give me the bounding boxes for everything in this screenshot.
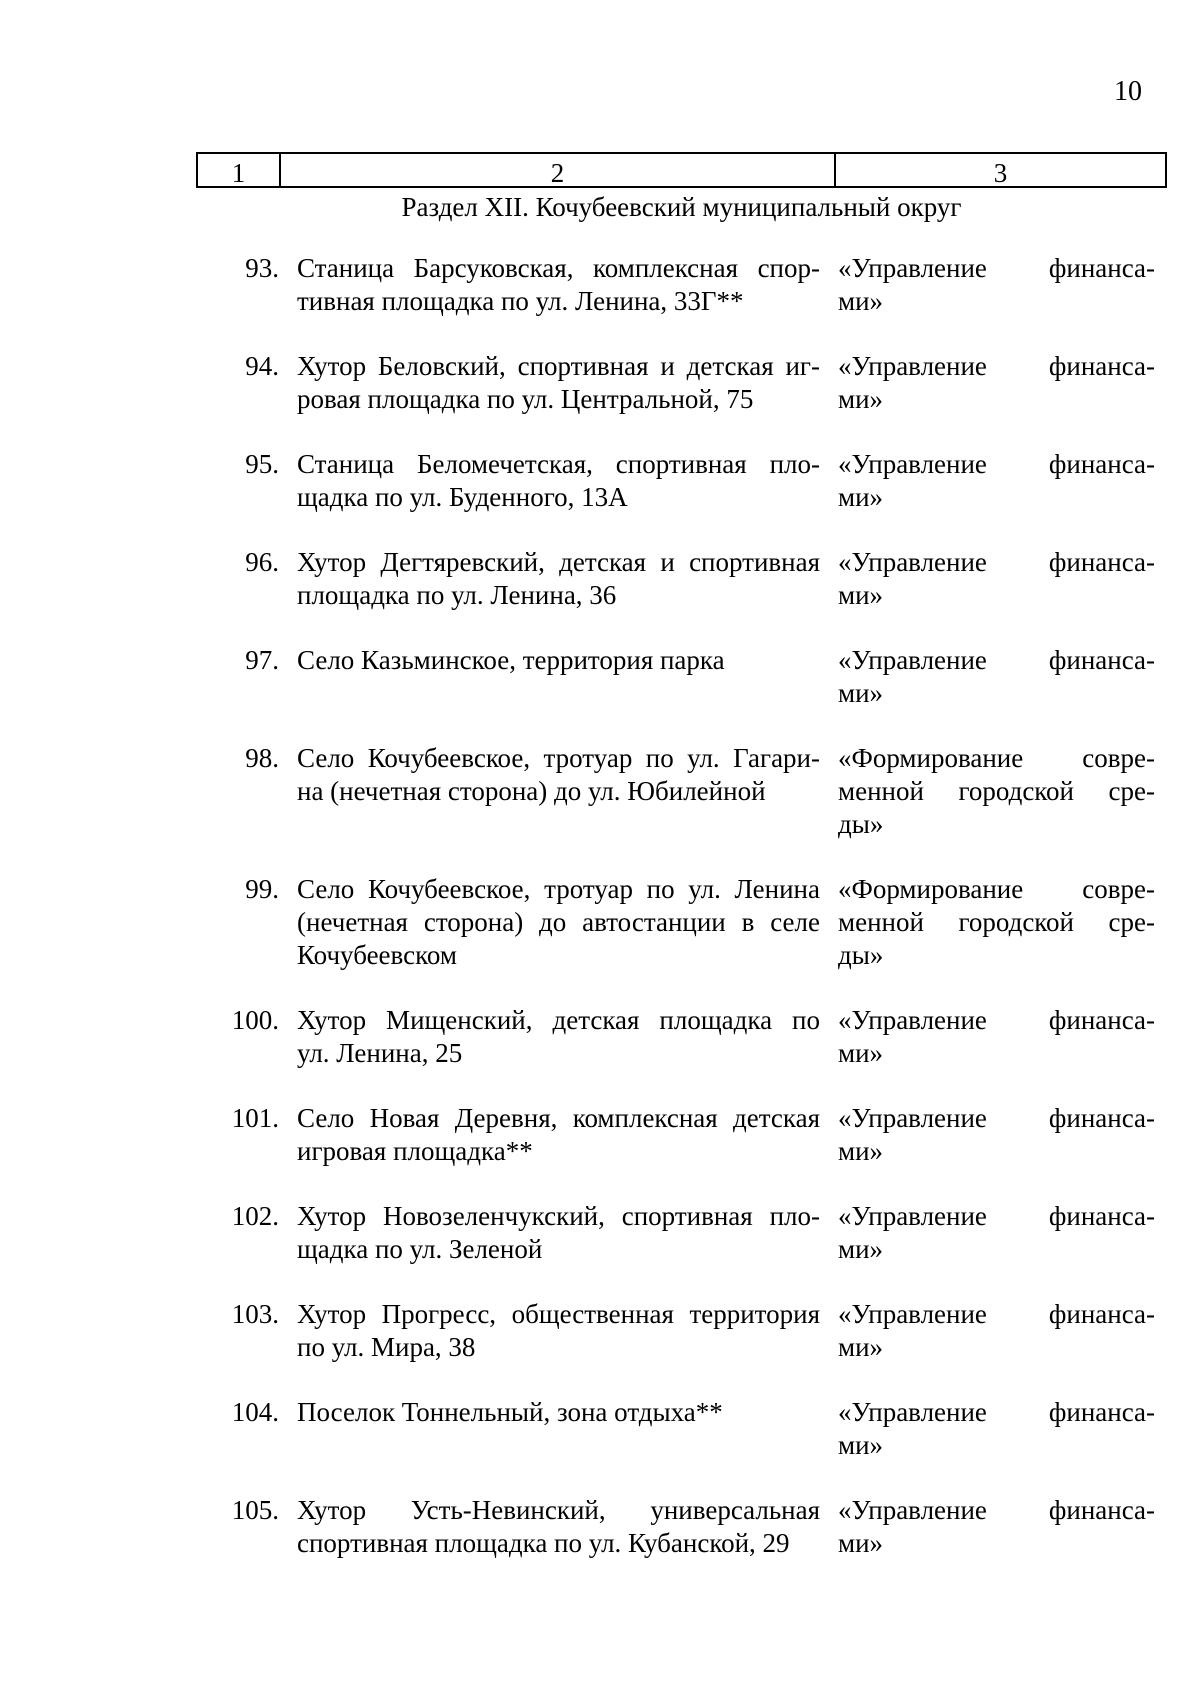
- row-program: [834, 1102, 1167, 1168]
- row-number: 103.: [231, 1299, 279, 1329]
- program-text-line: менной городской сре-: [838, 907, 1155, 937]
- program-text-line: ми»: [838, 1038, 884, 1068]
- row-object-description: [279, 1298, 834, 1364]
- object-text-line: Село Казьминское, территория парка: [297, 645, 725, 675]
- table-row: [196, 546, 1167, 612]
- program-text-line: «Управление финанса-: [838, 1299, 1155, 1329]
- program-text-line: ми»: [838, 384, 884, 414]
- program-text-line: «Формирование совре-: [838, 874, 1155, 904]
- object-text-line: (нечетная сторона) до автостанции в селе: [297, 907, 820, 937]
- object-text-line: Хутор Прогресс, общественная территория: [297, 1299, 820, 1329]
- table-row: [196, 252, 1167, 318]
- program-text-line: менной городской сре-: [838, 776, 1155, 806]
- program-text-line: ды»: [838, 809, 884, 839]
- row-object-description: [279, 1102, 834, 1168]
- object-text-line: Село Кочубеевское, тротуар по ул. Ленина: [297, 874, 820, 904]
- program-text-line: «Управление финанса-: [838, 1495, 1155, 1525]
- row-number: 96.: [245, 547, 279, 577]
- row-number: 93.: [245, 253, 279, 283]
- table-row: [196, 1396, 1167, 1462]
- row-number: 101.: [231, 1103, 279, 1133]
- object-text-line: щадка по ул. Зеленой: [297, 1234, 543, 1264]
- object-text-line: Станица Беломечетская, спортивная пло-: [297, 449, 820, 479]
- object-text-line: Село Кочубеевское, тротуар по ул. Гагари-: [297, 743, 820, 773]
- object-text-line: игровая площадка**: [297, 1136, 533, 1166]
- object-text-line: тивная площадка по ул. Ленина, 33Г**: [297, 286, 744, 316]
- row-object-description: [279, 742, 834, 841]
- program-text-line: «Управление финанса-: [838, 1397, 1155, 1427]
- object-text-line: Кочубеевском: [297, 940, 457, 970]
- row-program: [834, 644, 1167, 710]
- table-row: [196, 1494, 1167, 1560]
- object-text-line: ул. Ленина, 25: [297, 1038, 463, 1068]
- program-text-line: «Управление финанса-: [838, 449, 1155, 479]
- object-text-line: Хутор Беловский, спортивная и детская иг-: [297, 351, 820, 381]
- row-number: 94.: [245, 351, 279, 381]
- program-text-line: «Управление финанса-: [838, 253, 1155, 283]
- row-object-description: [279, 350, 834, 416]
- column-header-3: 3: [993, 157, 1008, 188]
- row-number: 95.: [245, 449, 279, 479]
- table-row: [196, 644, 1167, 710]
- row-program: [834, 448, 1167, 514]
- table-row: [196, 873, 1167, 972]
- section-title: Раздел XII. Кочубеевский муниципальный округ: [401, 192, 962, 222]
- table-row: [196, 1102, 1167, 1168]
- table-row: [196, 742, 1167, 841]
- row-program: [834, 1298, 1167, 1364]
- row-program: [834, 1004, 1167, 1070]
- program-text-line: «Управление финанса-: [838, 1005, 1155, 1035]
- row-object-description: [279, 873, 834, 972]
- column-header-2: 2: [281, 154, 836, 186]
- program-text-line: ми»: [838, 1528, 884, 1558]
- program-text-line: ми»: [838, 1136, 884, 1166]
- object-text-line: по ул. Мира, 38: [297, 1332, 476, 1362]
- row-number: 104.: [231, 1397, 279, 1427]
- row-program: [834, 1494, 1167, 1560]
- object-text-line: Поселок Тоннельный, зона отдыха**: [297, 1397, 723, 1427]
- object-text-line: Хутор Мищенский, детская площадка по: [297, 1005, 820, 1035]
- row-program: [834, 873, 1167, 972]
- program-text-line: «Управление финанса-: [838, 1103, 1155, 1133]
- table-row: [196, 448, 1167, 514]
- program-text-line: ми»: [838, 1430, 884, 1460]
- object-text-line: Станица Барсуковская, комплексная спор-: [297, 253, 820, 283]
- row-number: 98.: [245, 743, 279, 773]
- row-object-description: [279, 644, 834, 710]
- table-body: [196, 252, 1167, 1592]
- program-text-line: «Управление финанса-: [838, 351, 1155, 381]
- object-text-line: Хутор Усть-Невинский, универсальная: [297, 1495, 820, 1525]
- program-text-line: «Управление финанса-: [838, 645, 1155, 675]
- row-number: 97.: [245, 645, 279, 675]
- table-row: [196, 350, 1167, 416]
- object-text-line: площадка по ул. Ленина, 36: [297, 580, 617, 610]
- program-text-line: «Управление финанса-: [838, 547, 1155, 577]
- program-text-line: ми»: [838, 482, 884, 512]
- row-object-description: [279, 252, 834, 318]
- column-header-1: 1: [198, 154, 281, 186]
- row-object-description: [279, 1396, 834, 1462]
- row-program: [834, 350, 1167, 416]
- page-number: 10: [1114, 76, 1142, 107]
- row-program: [834, 1200, 1167, 1266]
- table-row: [196, 1298, 1167, 1364]
- row-number: 100.: [231, 1005, 279, 1035]
- row-object-description: [279, 1200, 834, 1266]
- object-text-line: щадка по ул. Буденного, 13А: [297, 482, 628, 512]
- row-object-description: [279, 1004, 834, 1070]
- program-text-line: «Управление финанса-: [838, 1201, 1155, 1231]
- table-row: [196, 1200, 1167, 1266]
- row-program: [834, 1396, 1167, 1462]
- column-header-table: [196, 152, 1167, 188]
- object-text-line: ровая площадка по ул. Центральной, 75: [297, 384, 754, 414]
- row-number: 105.: [231, 1495, 279, 1525]
- row-number: 102.: [231, 1201, 279, 1231]
- object-text-line: Хутор Новозеленчукский, спортивная пло-: [297, 1201, 820, 1231]
- object-text-line: спортивная площадка по ул. Кубанской, 29: [297, 1528, 790, 1558]
- program-text-line: ды»: [838, 940, 884, 970]
- program-text-line: «Формирование совре-: [838, 743, 1155, 773]
- row-object-description: [279, 546, 834, 612]
- object-text-line: Хутор Дегтяревский, детская и спортивная: [297, 547, 820, 577]
- program-text-line: ми»: [838, 1332, 884, 1362]
- row-object-description: [279, 448, 834, 514]
- row-number: 99.: [245, 874, 279, 904]
- row-program: [834, 742, 1167, 841]
- table-row: [196, 1004, 1167, 1070]
- program-text-line: ми»: [838, 286, 884, 316]
- row-program: [834, 546, 1167, 612]
- program-text-line: ми»: [838, 678, 884, 708]
- program-text-line: ми»: [838, 580, 884, 610]
- row-program: [834, 252, 1167, 318]
- object-text-line: на (нечетная сторона) до ул. Юбилейной: [297, 776, 766, 806]
- row-object-description: [279, 1494, 834, 1560]
- object-text-line: Село Новая Деревня, комплексная детская: [297, 1103, 820, 1133]
- program-text-line: ми»: [838, 1234, 884, 1264]
